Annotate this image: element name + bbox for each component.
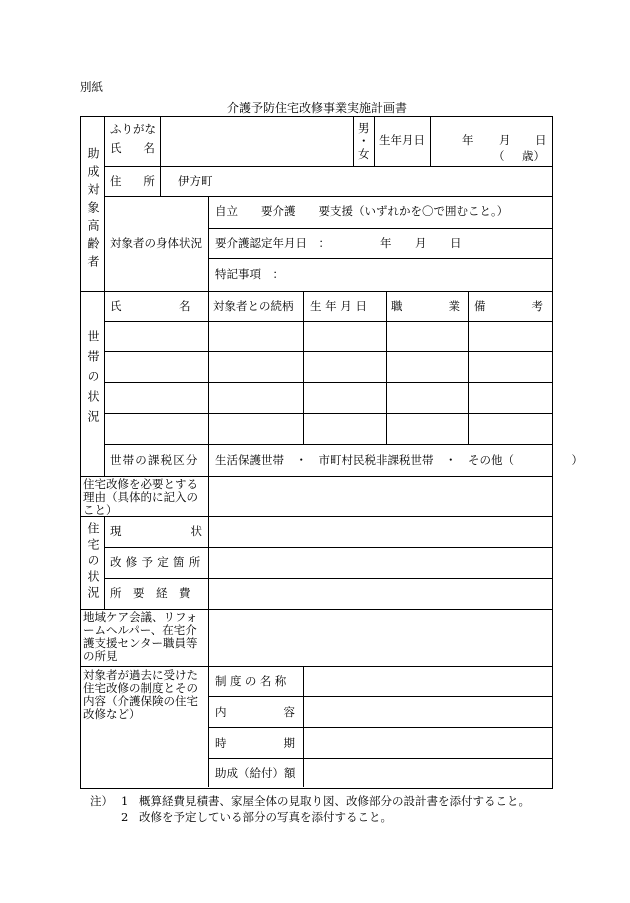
- household-row[interactable]: [106, 384, 550, 412]
- name-field[interactable]: [162, 118, 351, 164]
- system-name-label: 制度の名称: [215, 674, 290, 688]
- name-label: 氏 名: [110, 141, 161, 155]
- age-open: （: [493, 149, 505, 163]
- dob-label: 生年月日: [379, 133, 425, 147]
- opinion-label: 地域ケア会議、リフォームヘルパー、在宅介護支援センター職員等の所見: [83, 610, 198, 663]
- address-label: 住 所: [110, 174, 161, 188]
- reason-label: 住宅改修を必要とする理由（具体的に記入のこと）: [83, 477, 198, 517]
- amount-field[interactable]: [305, 760, 550, 786]
- page-title: 介護予防住宅改修事業実施計画書: [227, 101, 408, 115]
- housing-current-label: 現 状: [110, 524, 202, 538]
- period-field[interactable]: [305, 729, 550, 757]
- amount-label: 助成（給付）額: [215, 766, 296, 780]
- housing-cost-label: 所 要 経 費: [110, 586, 191, 600]
- col-name: 氏 名: [110, 299, 191, 313]
- housing-places-label: 改修予定箇所: [110, 555, 202, 569]
- furigana-label: ふりがな: [110, 122, 156, 136]
- system-name-field[interactable]: [305, 668, 550, 695]
- housing-places-field[interactable]: [210, 549, 550, 577]
- col-dob: 生 年 月 日: [310, 299, 367, 313]
- tax-label: 世帯の課税区分: [110, 453, 199, 467]
- sex-separator: ・: [358, 134, 370, 148]
- cert-year: 年: [380, 236, 392, 250]
- address-value[interactable]: 伊方町: [178, 174, 213, 188]
- past-improvement-label: 対象者が過去に受けた住宅改修の制度とその内容（介護保険の住宅改修など）: [83, 668, 198, 721]
- note-1: 概算経費見積書、家屋全体の見取り図、改修部分の設計書を添付すること。: [139, 794, 530, 808]
- housing-cost-field[interactable]: [210, 580, 550, 608]
- note-1-number: 1: [121, 794, 129, 808]
- note-2: 改修を予定している部分の写真を添付すること。: [139, 810, 392, 824]
- note-2-number: 2: [121, 810, 129, 824]
- housing-current-field[interactable]: [210, 518, 550, 546]
- tax-options[interactable]: 生活保護世帯 ・ 市町村民税非課税世帯 ・ その他（ ）: [215, 453, 583, 467]
- special-notes-label: 特記事項 ：: [215, 267, 284, 281]
- col-job: 職 業: [391, 299, 460, 313]
- col-remarks: 備 考: [474, 299, 543, 313]
- applicant-side-label: 助成対象高齢者: [86, 147, 100, 273]
- notes-prefix: 注）: [90, 794, 113, 808]
- dob-day: 日: [535, 133, 547, 147]
- col-relation: 対象者との続柄: [213, 299, 294, 313]
- household-row[interactable]: [106, 323, 550, 350]
- reason-field[interactable]: [210, 478, 550, 514]
- physical-label: 対象者の身体状況: [110, 236, 202, 250]
- attachment-label: 別紙: [80, 80, 103, 94]
- cert-date-label: 要介護認定年月日 ：: [215, 236, 330, 250]
- opinion-field[interactable]: [210, 611, 550, 665]
- content-field[interactable]: [305, 698, 550, 726]
- cert-month: 月: [415, 236, 427, 250]
- housing-side-label: 住宅の状況: [86, 522, 100, 602]
- sex-male[interactable]: 男: [358, 121, 370, 135]
- content-label: 内 容: [215, 705, 295, 719]
- age-close: 歳）: [522, 149, 545, 163]
- household-row[interactable]: [106, 415, 550, 443]
- dob-month: 月: [499, 133, 511, 147]
- care-level-options[interactable]: 自立 要介護 要支援（いずれかを〇で囲むこと。）: [215, 204, 509, 218]
- period-label: 時 期: [215, 736, 295, 750]
- cert-day: 日: [450, 236, 462, 250]
- household-row[interactable]: [106, 353, 550, 381]
- household-side-label: 世帯の状況: [86, 330, 100, 430]
- dob-year: 年: [462, 133, 474, 147]
- sex-female[interactable]: 女: [358, 147, 370, 161]
